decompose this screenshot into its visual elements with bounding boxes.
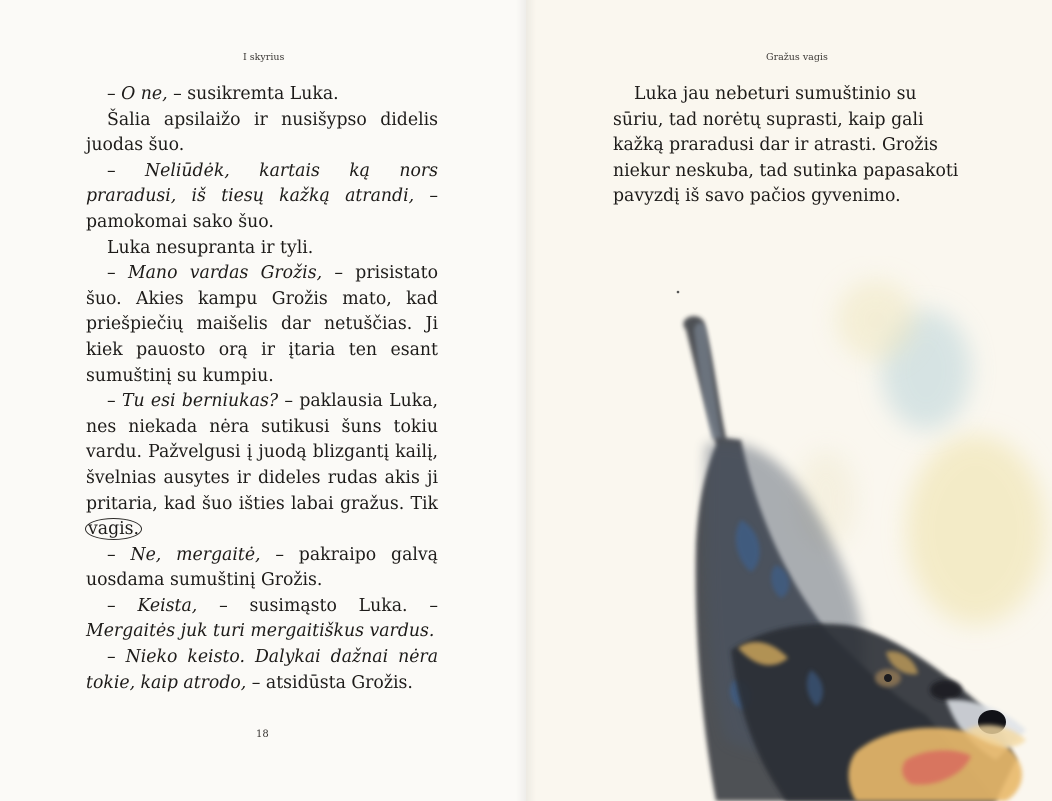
text-run: Luka nesupranta ir tyli.: [107, 237, 314, 258]
dog-illustration: [526, 200, 1052, 801]
paragraph: [86, 543, 438, 594]
circled-word: vagis.: [85, 518, 142, 540]
italic-speech: Tu esi berniukas?: [121, 391, 279, 412]
running-head-right: Gražus vagis: [766, 52, 828, 63]
text-run: – susimąsto Luka. –: [197, 595, 438, 616]
body-text-right: [613, 82, 965, 210]
italic-speech: Mergaitės juk turi mergaitiškus vardus.: [86, 621, 435, 642]
text-run: –: [107, 544, 131, 565]
text-run: –: [107, 595, 138, 616]
paragraph: [86, 594, 438, 645]
italic-speech: Nieko keisto. Dalykai dažnai nėra tokie, kaip atrodo,: [86, 647, 438, 693]
running-head-left: I skyrius: [243, 52, 285, 63]
text-run: – prisistato šuo. Akies kampu Grožis mato, kad priešpiečių maišelis dar netuščias. Ji kiek pauosto orą ir įtaria ten esant sumuštinį su kumpiu.: [86, 263, 439, 386]
italic-speech: Mano vardas Grožis,: [127, 263, 323, 284]
text-run: –: [107, 160, 146, 181]
paragraph: [86, 236, 438, 262]
italic-speech: Neliūdėk, kartais ką nors praradusi, iš tiesų kažką atrandi,: [86, 160, 438, 207]
text-run: Šalia apsilaižo ir nusišypso didelis juodas šuo.: [86, 109, 438, 156]
right-page: [526, 0, 1052, 801]
paragraph: [86, 159, 438, 236]
paragraph: Luka jau nebeturi sumuštinio su sūriu, tad norėtų suprasti, kaip gali kažką praradusi dar ir atrasti. Grožis niekur neskuba, tad sutinka papasakoti pavyzdį iš savo pačios gyvenimo.: [613, 84, 959, 207]
italic-speech: O ne,: [121, 84, 168, 104]
paragraph: [86, 261, 438, 389]
text-run: –: [107, 647, 126, 668]
page-number: 18: [256, 729, 269, 740]
text-run: – pamokomai sako šuo.: [86, 186, 438, 232]
text-run: – susikremta Luka.: [167, 84, 339, 104]
text-run: –: [107, 263, 128, 284]
paragraph: [86, 389, 438, 543]
italic-speech: Keista,: [137, 595, 198, 616]
paragraph: [86, 108, 438, 159]
body-text-left: [86, 82, 438, 696]
text-run: – paklausia Luka, nes niekada nėra sutikusi šuns tokiu vardu. Pažvelgusi į juodą blizgantį kailį, švelnias ausytes ir dideles rudas akis ji pritaria, kad šuo išties labai gražus. Tik: [86, 391, 438, 514]
paragraph: [86, 645, 438, 696]
text-run: –: [107, 391, 122, 412]
italic-speech: Ne, mergaitė,: [130, 544, 261, 565]
paragraph: [86, 82, 438, 108]
text-run: – pakraipo galvą uosdama sumuštinį Grožis.: [86, 544, 438, 591]
text-run: – atsidūsta Grožis.: [246, 672, 413, 693]
text-run: –: [107, 84, 122, 104]
